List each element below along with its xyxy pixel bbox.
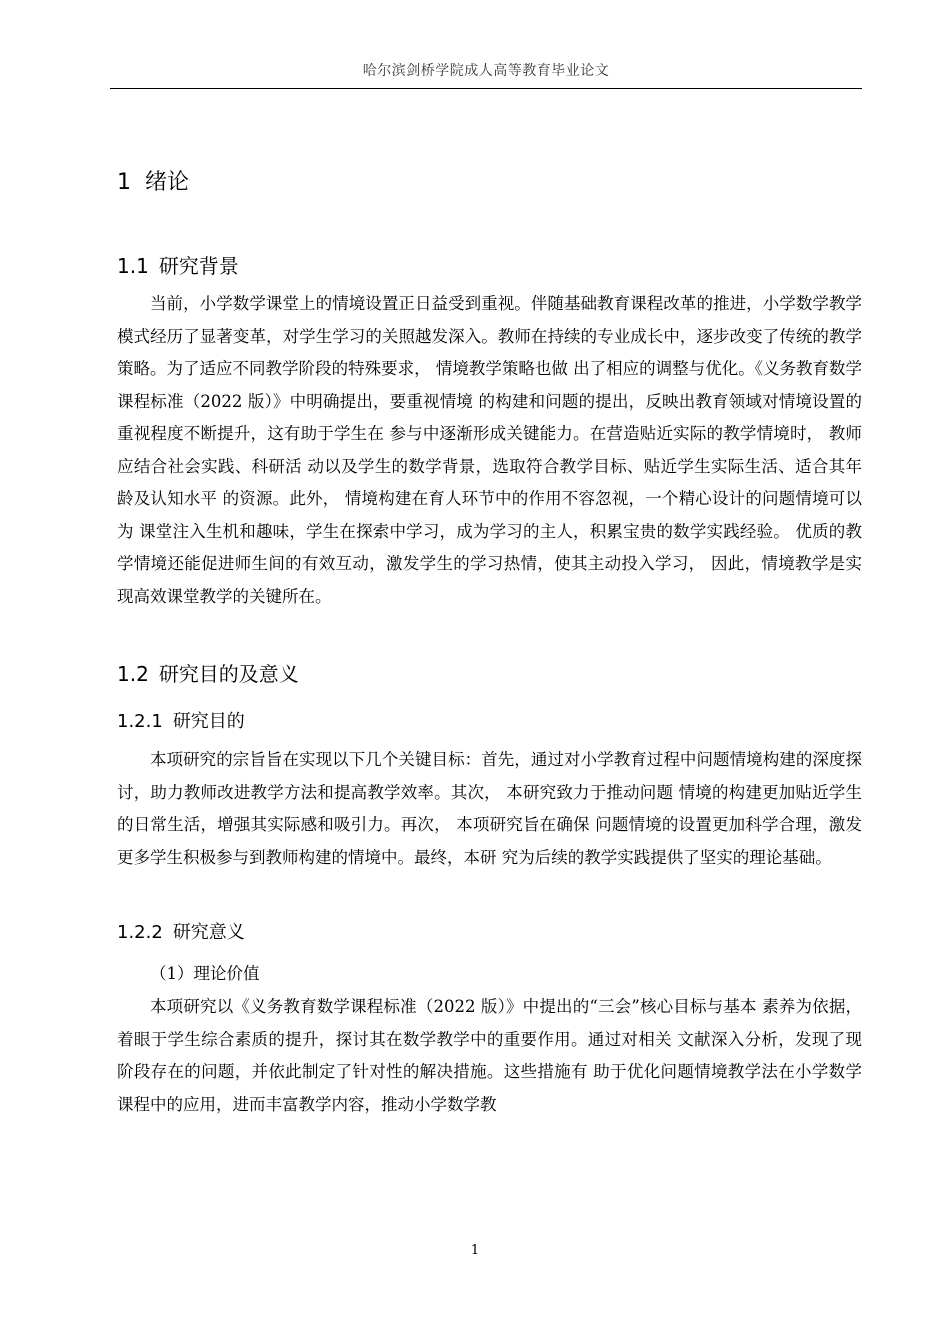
section-number: 1.2 xyxy=(117,662,149,686)
paragraph-research-purpose: 本项研究的宗旨旨在实现以下几个关键目标：首先，通过对小学教育过程中问题情境构建的深度探讨，助力教师改进教学方法和提高教学效率。其次， 本研究致力于推动问题 情境的构建更加贴近学生的日常生活，增强其实际感和吸引力。再次， 本项研究旨在确保 问题情境的设置更加科学合理，激发更多学生积极参与到教师构建的情境中。最终，本研 究为后续的教学实践提供了坚实的理论基础。 xyxy=(117,750,862,867)
chapter-title: 绪论 xyxy=(145,170,190,195)
page-number: 1 xyxy=(470,1243,480,1258)
section-title: 研究目的及意义 xyxy=(158,662,299,686)
subsection-heading-1-2-1 xyxy=(117,707,245,733)
subsection-number: 1.2.2 xyxy=(117,922,163,943)
running-header: 哈尔滨剑桥学院成人高等教育毕业论文 xyxy=(362,63,610,79)
section-heading-1-1 xyxy=(117,250,239,279)
sub-label-theoretical-value: （1）理论价值 xyxy=(150,964,260,983)
paragraph-research-background: 当前，小学数学课堂上的情境设置正日益受到重视。伴随基础教育课程改革的推进，小学数学教学模式经历了显著变革，对学生学习的关照越发深入。教师在持续的专业成长中，逐步改变了传统的教学策略。为了适应不同教学阶段的特殊要求， 情境教学策略也做 出了相应的调整与优化。《义务教育数学课程标准（2022 版）》中明确提出，要重视情境 的构建和问题的提出，反映出教育领域对情境设置的重视程度不断提升，这有助于学生在 参与中逐渐形成关键能力。在营造贴近实际的教学情境时， 教师应结合社会实践、科研活 动以及学生的数学背景，选取符合教学目标、贴近学生实际生活、适合其年龄及认知水平 的资源。此外， 情境构建在育人环节中的作用不容忽视，一个精心设计的问题情境可以为 课堂注入生机和趣味，学生在探索中学习，成为学习的主人，积累宝贵的数学实践经验。 优质的教学情境还能促进师生间的有效互动，激发学生的学习热情，使其主动投入学习， 因此，情境教学是实现高效课堂教学的关键所在。 xyxy=(117,294,862,606)
section-title: 研究背景 xyxy=(158,254,239,278)
chapter-heading xyxy=(117,165,189,196)
subsection-title: 研究意义 xyxy=(172,922,245,943)
section-heading-1-2 xyxy=(117,658,299,687)
subsection-number: 1.2.1 xyxy=(117,711,163,732)
subsection-heading-1-2-2 xyxy=(117,918,245,944)
section-number: 1.1 xyxy=(117,254,149,278)
subsection-title: 研究目的 xyxy=(172,711,245,732)
header-rule xyxy=(110,88,862,89)
chapter-number: 1 xyxy=(117,170,131,195)
paragraph-research-significance: 本项研究以《义务教育数学课程标准（2022 版）》中提出的“三会”核心目标与基本 素养为依据，着眼于学生综合素质的提升，探讨其在数学教学中的重要作用。通过对相关 文献深入分析，发现了现阶段存在的问题，并依此制定了针对性的解决措施。这些措施有 助于优化问题情境教学法在小学数学课程中的应用，进而丰富教学内容，推动小学数学教 xyxy=(117,997,862,1114)
